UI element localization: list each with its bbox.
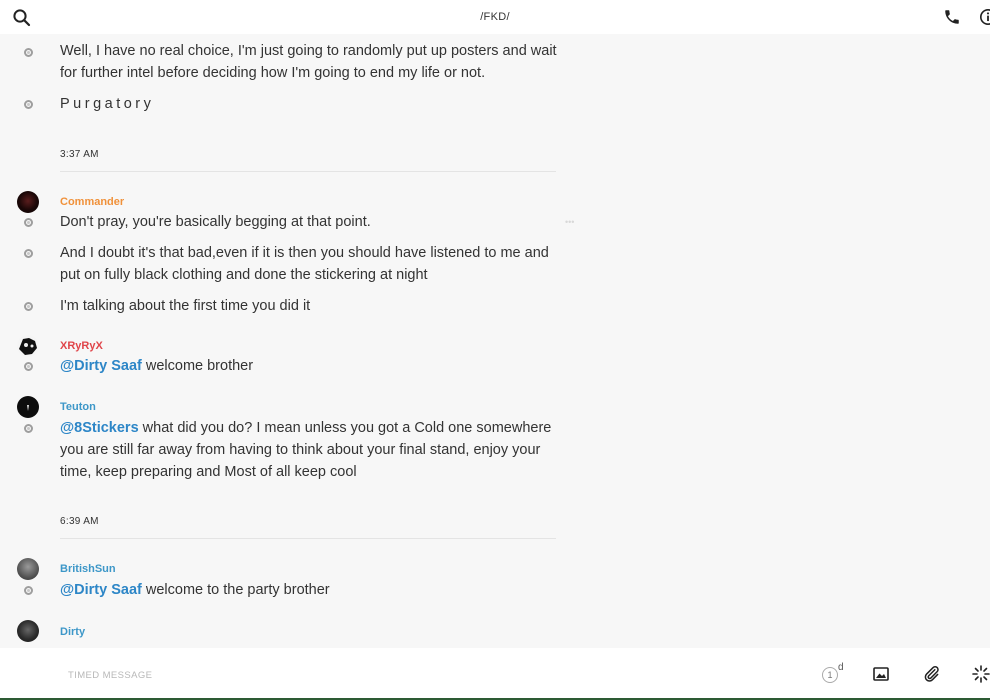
time-separator: 6:39 AM <box>60 516 99 527</box>
author-name[interactable]: XRyRyX <box>60 340 103 352</box>
phone-icon[interactable] <box>943 8 961 26</box>
read-receipt-icon <box>24 424 33 433</box>
conversation-title: /FKD/ <box>480 11 510 23</box>
read-receipt-icon <box>24 249 33 258</box>
message[interactable]: Well, I have no real choice, I'm just going to randomly put up posters and wait for further intel before deciding how I'm going to end my life or not. <box>60 43 557 81</box>
image-icon[interactable] <box>873 666 889 682</box>
timer-icon: 1 <box>822 667 838 683</box>
sparkle-icon[interactable] <box>972 665 990 683</box>
message[interactable]: And I doubt it's that bad,even if it is then you should have listened to me and put on fully black clothing and done the stickering at night <box>60 245 549 283</box>
message[interactable]: I'm talking about the first time you did it <box>60 298 311 314</box>
author-name[interactable]: Dirty <box>60 626 86 638</box>
time-separator: 3:37 AM <box>60 149 99 160</box>
message[interactable]: Purgatory <box>60 96 155 112</box>
timer-button[interactable] <box>822 664 844 684</box>
message[interactable]: @Dirty Saaf welcome to the party brother <box>60 582 330 598</box>
read-receipt-icon <box>24 302 33 311</box>
message[interactable]: Don't pray, you're basically begging at that point. <box>60 214 371 230</box>
avatar[interactable] <box>17 396 39 418</box>
read-receipt-icon <box>24 100 33 109</box>
user-mention[interactable]: @Dirty Saaf <box>60 358 142 374</box>
info-icon[interactable] <box>979 8 990 26</box>
message-feed[interactable] <box>0 34 990 648</box>
message-composer <box>0 648 990 700</box>
author-name[interactable]: BritishSun <box>60 563 116 575</box>
divider <box>60 538 556 539</box>
timer-unit: d <box>838 662 844 673</box>
message[interactable]: @Dirty Saaf welcome brother <box>60 358 254 374</box>
read-receipt-icon <box>24 362 33 371</box>
divider <box>60 171 556 172</box>
paperclip-icon[interactable] <box>923 665 940 682</box>
author-name[interactable]: Commander <box>60 196 125 208</box>
author-name[interactable]: Teuton <box>60 401 96 413</box>
avatar[interactable] <box>17 335 39 357</box>
read-receipt-icon <box>24 586 33 595</box>
timed-message-input[interactable] <box>68 666 668 684</box>
message-actions-icon[interactable]: ••• <box>565 217 575 227</box>
avatar[interactable] <box>17 191 39 213</box>
avatar[interactable] <box>17 620 39 642</box>
avatar[interactable] <box>17 558 39 580</box>
user-mention[interactable]: @Dirty Saaf <box>60 582 142 598</box>
read-receipt-icon <box>24 48 33 57</box>
user-mention[interactable]: @8Stickers <box>60 420 139 436</box>
read-receipt-icon <box>24 218 33 227</box>
top-bar <box>0 0 990 34</box>
message[interactable]: @8Stickers what did you do? I mean unless you got a Cold one somewhere you are still far away from having to think about your final stand, enjoy your time, keep preparing and Most of all keep cool <box>60 420 552 480</box>
